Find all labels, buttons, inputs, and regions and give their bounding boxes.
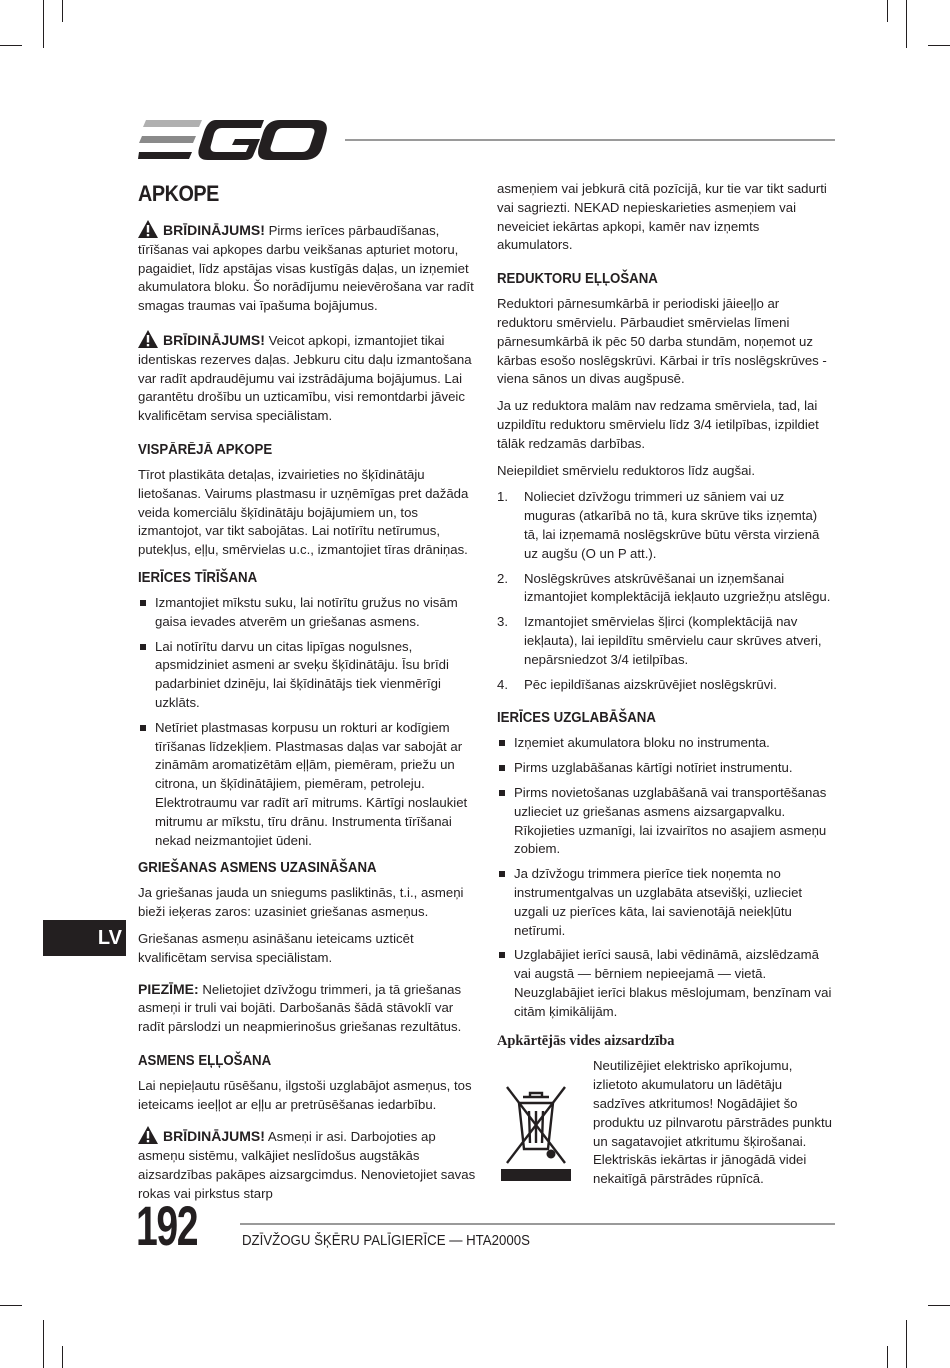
subsection-heading: REDUKTORU EĻĻOŠANA — [497, 271, 658, 288]
list-item-text: Pirms novietošanas uzglabāšanā vai transportēšanas uzlieciet uz griešanas asmens aizsargapvalku. Rīkojieties uzmanīgi, lai izvairītos no asajiem asmeņu zobiem. — [514, 784, 827, 857]
step-item — [497, 613, 835, 669]
body-paragraph: Lai nepieļautu rūsēšanu, ilgstoši uzglabājot asmeņus, tos ieteicams ieeļļot ar eļļu ar pretrūsēšanas iedarbību. — [138, 1077, 472, 1112]
list-item — [497, 946, 835, 1021]
body-paragraph: asmeņiem vai jebkurā citā pozīcijā, kur tie var tikt sadurti vai sagriezti. NEKAD nepieskarieties asmeņiem vai neveiciet iekārtas apkopi, kamēr nav izņemts akumulators. — [497, 181, 827, 253]
body-paragraph: Ja uz reduktora malām nav redzama smērviela, tad, lai uzpildītu reduktoru smērvielu līdz 3/4 ietilpības, izpildiet tālāk redzamās darbības. — [497, 398, 819, 451]
right-column — [497, 180, 835, 1187]
cleaning-list — [138, 594, 476, 850]
warning-label: BRĪDINĀJUMS! — [163, 1128, 265, 1145]
step-number: 3. — [497, 614, 508, 630]
warning-label: BRĪDINĀJUMS! — [163, 222, 265, 238]
warning-triangle-icon — [138, 220, 158, 238]
list-item-text: Pirms uzglabāšanas kārtīgi notīriet instrumentu. — [514, 760, 793, 776]
warning-paragraph — [138, 1126, 476, 1203]
environment-block — [497, 1057, 835, 1187]
subsection-heading: GRIEŠANAS ASMENS UZASINĀŠANA — [138, 860, 377, 877]
list-item-text: Izmantojiet mīkstu suku, lai notīrītu gružus no visām gaisa ievades atverēm un griešanas asmens. — [155, 594, 458, 629]
bullet-square-icon — [499, 790, 505, 796]
bullet-square-icon — [140, 644, 146, 650]
header-rule — [345, 139, 835, 141]
environment-heading: Apkārtējās vides aizsardzība — [497, 1033, 675, 1050]
note-paragraph — [138, 980, 476, 1037]
step-number: 4. — [497, 676, 508, 692]
warning-paragraph — [138, 220, 476, 316]
crop-mark — [43, 0, 44, 48]
ego-logo — [138, 118, 328, 162]
storage-list — [497, 734, 835, 1021]
warning-text: Veicot apkopi, izmantojiet tikai identiskas rezerves daļas. Jebkuru citu daļu izmantošana var radīt apdraudējumu vai izstrādājuma bojājumus. Lai garantētu drošību un uzticamību, visi remontdarbi jāveic kvalificētam servisa speciālistam. — [138, 332, 472, 424]
bullet-square-icon — [140, 600, 146, 606]
body-paragraph: Tīrot plastikāta detaļas, izvairieties no šķīdinātāju lietošanas. Vairums plastmasu ir uzņēmīgas pret dažāda veida komerciālu šķīdinātāju bojājumiem un, tos izmantojot, var tikt sabojātas. Lai notīrītu netīrumus, putekļus, eļļu, smērvielas u.c., izmantojiet tīras drāniņas. — [138, 466, 469, 558]
crop-mark — [928, 45, 950, 46]
bullet-square-icon — [499, 952, 505, 958]
warning-text: Pirms ierīces pārbaudīšanas, tīrīšanas vai apkopes darbu veikšanas apturiet motoru, pagaidiet, līdz apstājas visas kustīgās daļas, un izņemiet akumulatora bloku. Šo norādījumu neievērošana var radīt smagas traumas vai īpašuma bojājumus. — [138, 223, 474, 314]
crop-mark — [62, 1346, 63, 1368]
subsection-heading: ASMENS EĻĻOŠANA — [138, 1052, 272, 1069]
list-item — [497, 784, 835, 859]
note-label: PIEZĪME: — [138, 980, 199, 997]
page-number: 192 — [136, 1194, 198, 1257]
crossed-out-wheelie-bin-icon — [501, 1067, 571, 1181]
footer-title: DZĪVŽOGU ŠĶĒRU PALĪGIERĪCE — HTA2000S — [242, 1233, 530, 1249]
crop-mark — [887, 0, 888, 22]
crop-mark — [0, 45, 22, 46]
step-number: 2. — [497, 570, 508, 586]
left-column — [138, 180, 476, 1218]
subsection-heading: IERĪCES TĪRĪŠANA — [138, 569, 258, 586]
bullet-square-icon — [499, 740, 505, 746]
list-item — [497, 759, 835, 778]
section-heading: APKOPE — [138, 181, 219, 206]
subsection-heading: VISPĀRĒJĀ APKOPE — [138, 441, 273, 458]
step-text: Pēc iepildīšanas aizskrūvējiet noslēgskrūvi. — [524, 676, 777, 692]
step-text: Nolieciet dzīvžogu trimmeri uz sāniem vai uz muguras (atkarībā no tā, kura skrūve tiks izņemta) tā, lai izņemamā noslēgskrūve būtu vērsta virzienā uz augšu (O un P att.). — [524, 489, 820, 561]
body-paragraph: Reduktori pārnesumkārbā ir periodiski jāieeļļo ar reduktoru smērvielu. Pārbaudiet smērvielas līmeni pārnesumkārbā ik pēc 50 darba stundām, noņemot uz kārbas esošo noslēgskrūvi. Kārbai ir trīs noslēgskrūves - viena sānos un divas augšpusē. — [497, 296, 827, 387]
list-item — [138, 719, 476, 851]
warning-triangle-icon — [138, 330, 158, 348]
footer-rule — [240, 1223, 835, 1225]
body-paragraph: Ja griešanas jauda un sniegums pasliktinās, t.i., asmeņi bieži ieķeras zaros: uzasiniet griešanas asmeņus. — [138, 885, 464, 920]
body-paragraph: Neiepildiet smērvielu reduktoros līdz augšai. — [497, 462, 756, 478]
warning-label: BRĪDINĀJUMS! — [163, 331, 265, 348]
step-number: 1. — [497, 489, 508, 505]
step-item — [497, 676, 835, 695]
subsection-heading: IERĪCES UZGLABĀŠANA — [497, 710, 656, 727]
list-item-text: Uzglabājiet ierīci sausā, labi vēdināmā, aizslēdzamā vai augstā — bērniem nepieejamā — vietā. Neuzglabājiet ierīci blakus mēslojumam, benzīnam vai citām ķimikālijām. — [514, 947, 832, 1019]
list-item-text: Izņemiet akumulatora bloku no instrumenta. — [514, 735, 770, 751]
step-text: Noslēgskrūves atskrūvēšanai un izņemšanai izmantojiet komplektācijā iekļauto uzgriežņu atslēgu. — [524, 570, 831, 605]
crop-mark — [62, 0, 63, 22]
list-item-text: Lai notīrītu darvu un citas lipīgas nogulsnes, apsmidziniet asmeni ar sveķu šķīdinātāju. Īsu brīdi padarbiniet dzinēju, lai šķīdinātājs tiek vienmērīgi uzklāts. — [155, 638, 449, 710]
crop-mark — [887, 1346, 888, 1368]
crop-mark — [928, 1305, 950, 1306]
gearbox-steps — [497, 488, 835, 694]
environment-text: Neutilizējiet elektrisko aprīkojumu, izlietoto akumulatoru un lādētāju sadzīves atkritumos! Nogādājiet šo produktu uz pilnvarotu pārstrādes punktu un sagatavojiet atkritumu šķirošanai. Elektriskās iekārtas ir jānogādā videi nekaitīgā pārstrādes rūpnīcā. — [593, 1058, 832, 1187]
crop-mark — [0, 1305, 22, 1306]
note-text: Nelietojiet dzīvžogu trimmeri, ja tā griešanas asmeņi ir truli vai bojāti. Darbošanās šādā stāvoklī var radīt pārslodzi un neapmierinošus griešanas rezultātus. — [138, 981, 462, 1035]
list-item — [497, 734, 835, 753]
crop-mark — [906, 0, 907, 48]
step-text: Izmantojiet smērvielas šļirci (komplektācijā nav iekļauta), lai iepildītu smērvielu caur skrūves atveri, nepārsniedzot 3/4 ietilpības. — [524, 614, 822, 667]
list-item-text: Netīriet plastmasas korpusu un rokturi ar kodīgiem tīrīšanas līdzekļiem. Plastmasas daļas var sabojāt ar zināmām aromatizētām eļļām, piemēram, priežu un citrona, un šķīdinātājiem, piemēram, petroleju. Elektrotraumu var radīt arī mitrums. Kārtīgi noslaukiet mitrumu ar mīkstu, tīru drānu. Instrumenta tīrīšanai nekad neizmantojiet ūdeni. — [155, 719, 468, 848]
warning-triangle-icon — [138, 1126, 158, 1144]
warning-paragraph — [138, 330, 476, 426]
bullet-square-icon — [140, 725, 146, 731]
crop-mark — [906, 1320, 907, 1368]
body-paragraph: Griešanas asmeņu asināšanu ieteicams uzticēt kvalificētam servisa speciālistam. — [138, 930, 414, 965]
language-tab: LV — [43, 920, 126, 956]
bullet-square-icon — [499, 765, 505, 771]
crop-mark — [43, 1320, 44, 1368]
list-item — [138, 638, 476, 713]
list-item — [138, 594, 476, 632]
step-item — [497, 570, 835, 608]
list-item-text: Ja dzīvžogu trimmera pierīce tiek noņemta no instrumentgalvas un uzglabāta atsevišķi, uzlieciet uzgali uz pierīces kāta, lai savienotājā neiekļūtu netīrumi. — [514, 866, 803, 938]
warning-text: Asmeņi ir asi. Darbojoties ap asmeņu sistēmu, valkājiet neslīdošus augstākās aizsardzības pakāpes aizsargcimdus. Nenovietojiet savas rokas vai pirkstus starp — [138, 1129, 476, 1201]
step-item — [497, 488, 835, 563]
list-item — [497, 865, 835, 940]
bullet-square-icon — [499, 871, 505, 877]
